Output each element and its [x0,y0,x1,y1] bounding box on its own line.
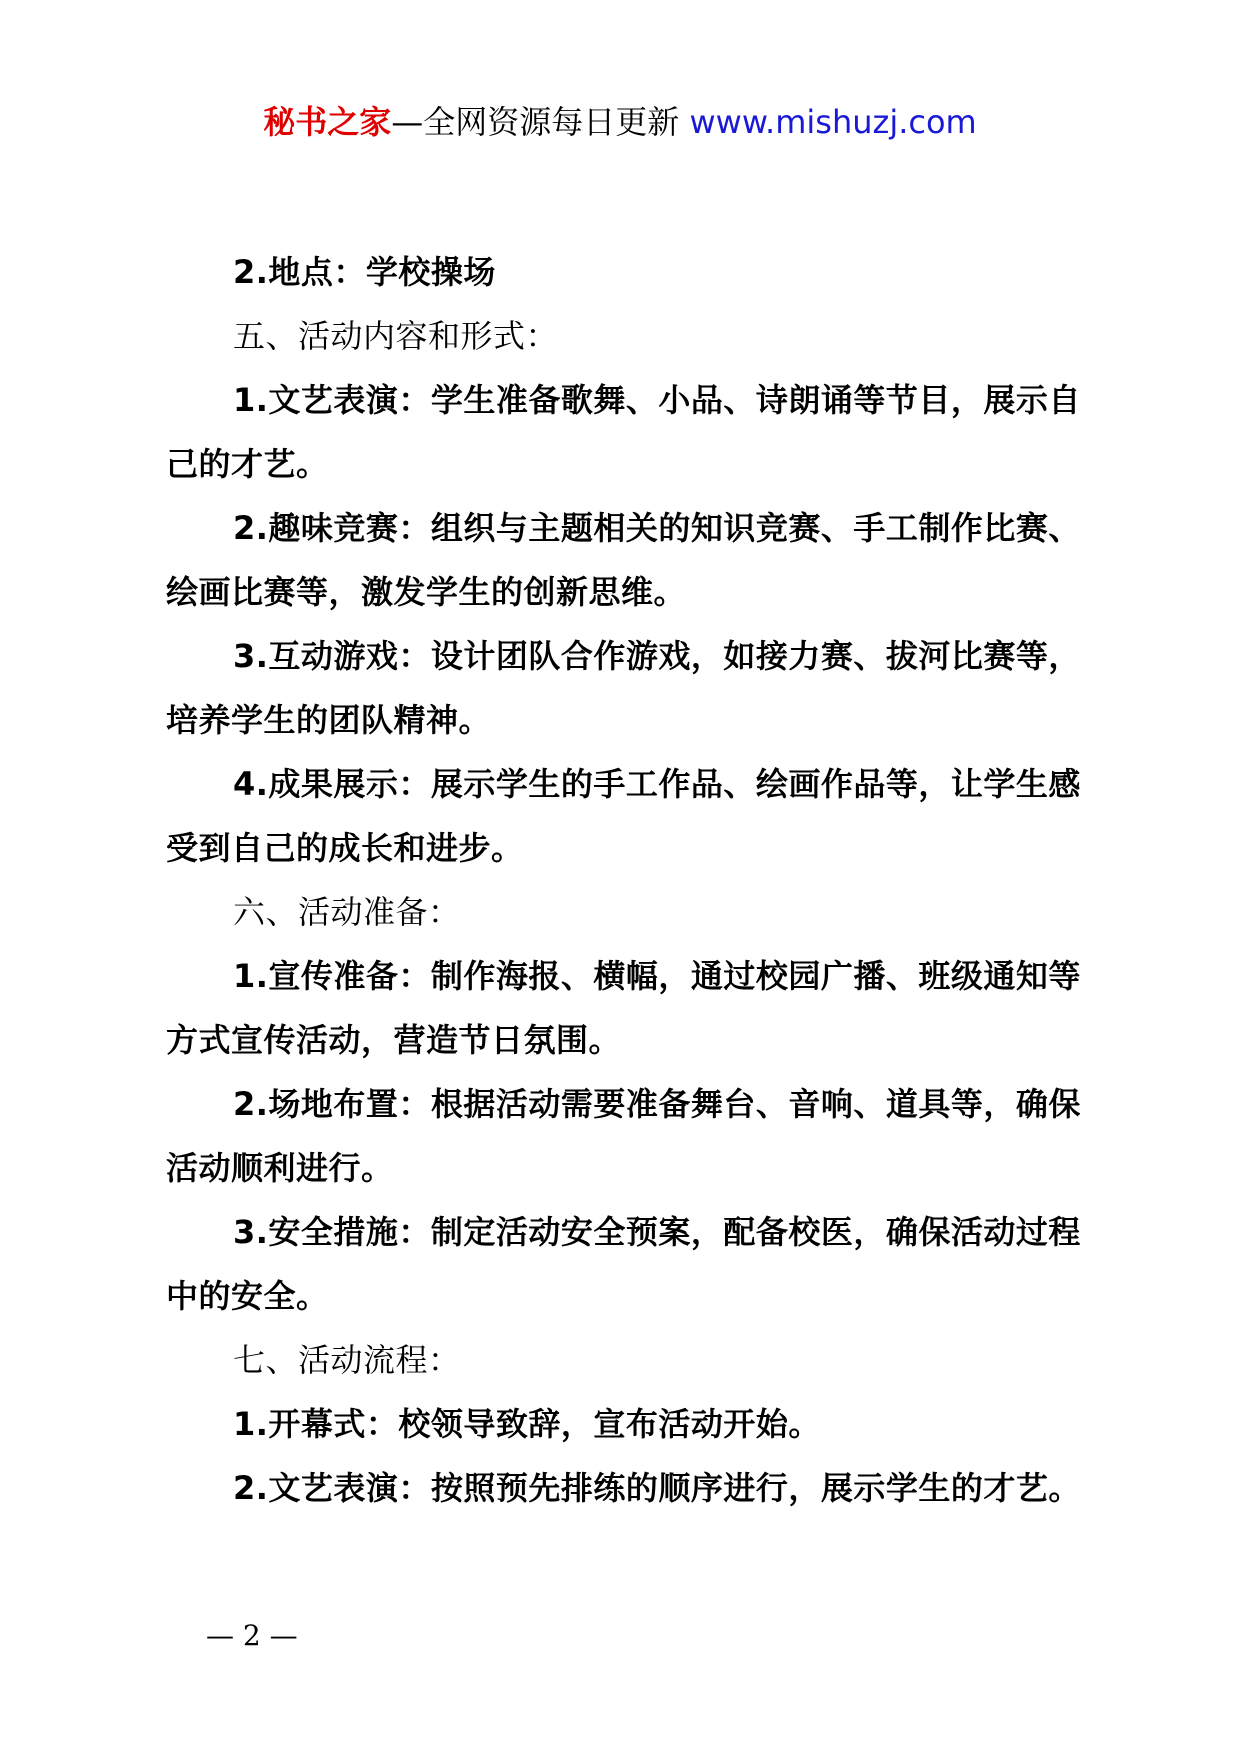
paragraph-venue: 2.场地布置：根据活动需要准备舞台、音响、道具等，确保活动顺利进行。 [166,1085,1081,1187]
site-url-link[interactable]: www.mishuzj.com [689,103,977,141]
paragraph-games: 3.互动游戏：设计团队合作游戏，如接力赛、拔河比赛等，培养学生的团队精神。 [166,637,1081,739]
site-header [0,100,1240,144]
heading-section-7: 七、活动流程： [233,1341,461,1379]
paragraph-opening: 1.开幕式：校领导致辞，宣布活动开始。 [233,1405,821,1443]
paragraph-performance: 1.文艺表演：学生准备歌舞、小品、诗朗诵等节目，展示自己的才艺。 [166,381,1081,483]
paragraph-competition: 2.趣味竞赛：组织与主题相关的知识竞赛、手工制作比赛、绘画比赛等，激发学生的创新思维。 [166,509,1081,611]
paragraph-show-order: 2.文艺表演：按照预先排练的顺序进行，展示学生的才艺。 [233,1469,1081,1507]
heading-section-5: 五、活动内容和形式： [233,317,559,355]
paragraph-location: 2.地点：学校操场 [233,253,496,291]
site-brand: 秘书之家 [263,103,392,141]
paragraph-showcase: 4.成果展示：展示学生的手工作品、绘画作品等，让学生感受到自己的成长和进步。 [166,765,1081,867]
paragraph-safety: 3.安全措施：制定活动安全预案，配备校医，确保活动过程中的安全。 [166,1213,1081,1315]
heading-section-6: 六、活动准备： [233,893,461,931]
document-body [166,240,1086,1520]
site-tagline: —全网资源每日更新 [391,103,690,141]
page-number: — 2 — [206,1619,298,1652]
paragraph-publicity: 1.宣传准备：制作海报、横幅，通过校园广播、班级通知等方式宣传活动，营造节日氛围。 [166,957,1081,1059]
